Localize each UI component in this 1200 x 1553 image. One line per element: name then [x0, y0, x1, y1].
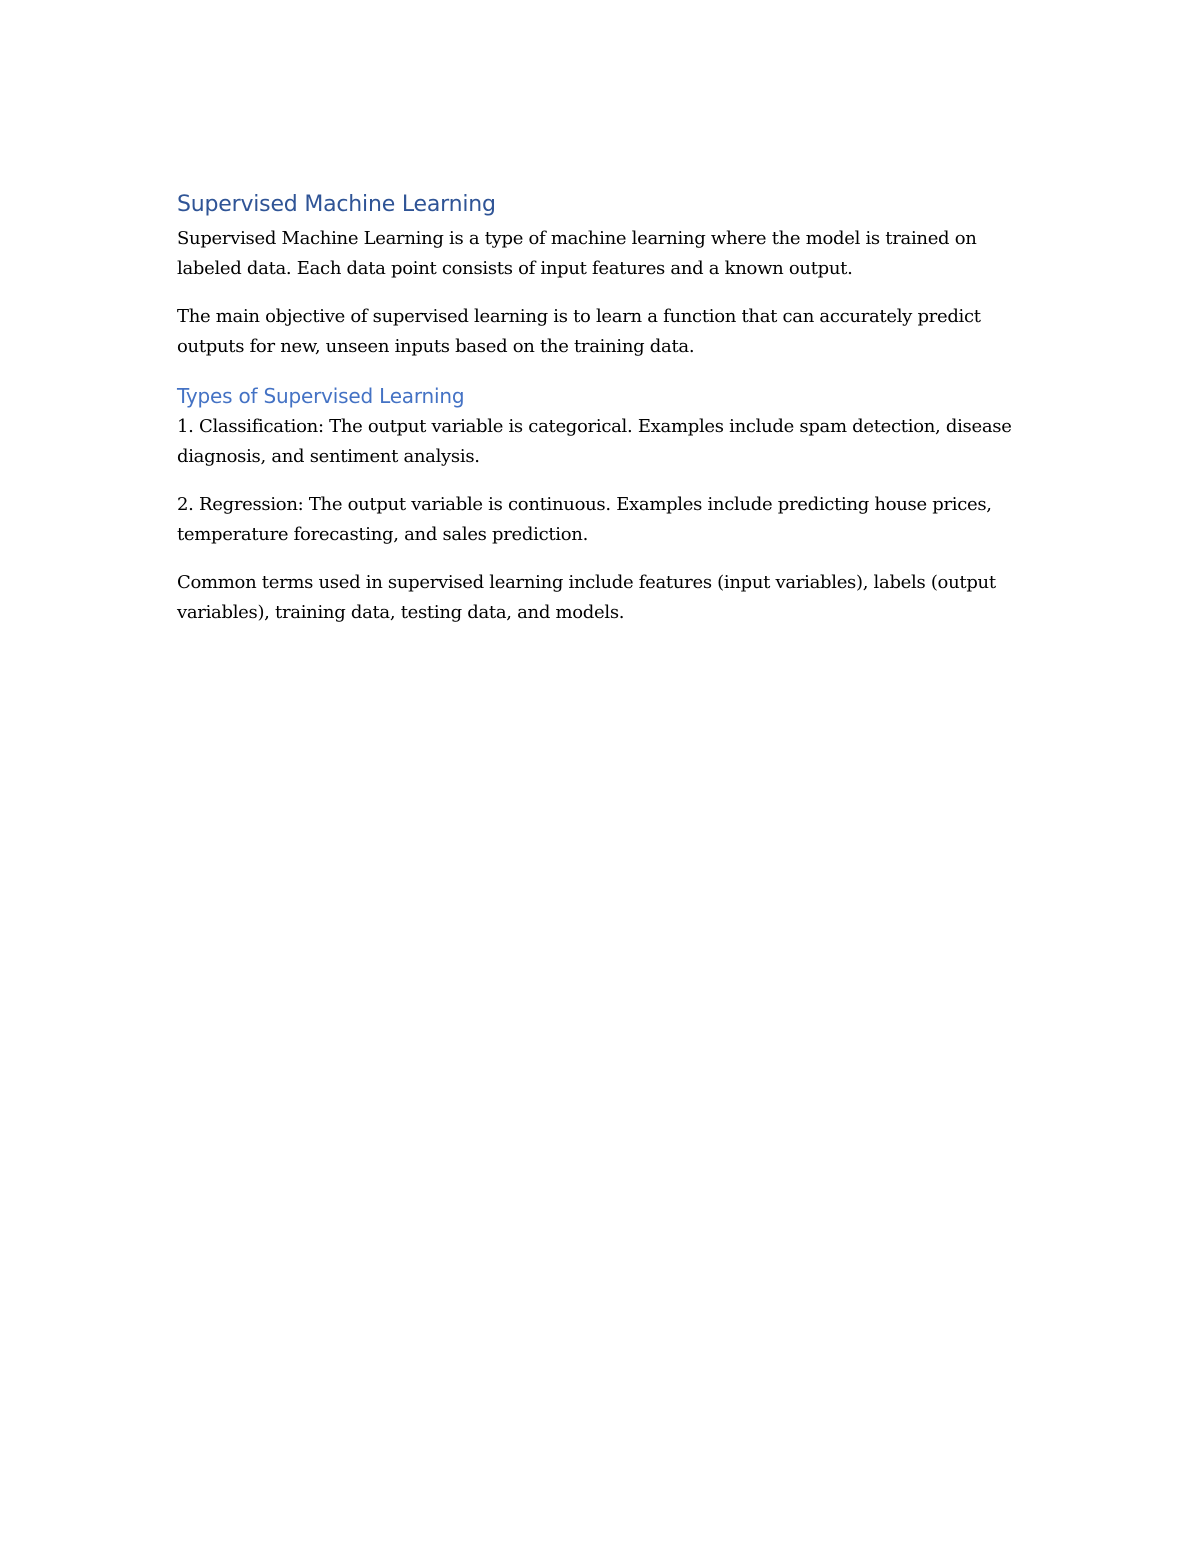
paragraph-regression: 2. Regression: The output variable is continuous. Examples include predicting house prices, temperature forecasting, and sales prediction. — [177, 494, 992, 545]
paragraph-classification: 1. Classification: The output variable is categorical. Examples include spam detection, disease diagnosis, and sentiment analysis. — [177, 416, 1012, 467]
paragraph-definition: Supervised Machine Learning is a type of machine learning where the model is trained on labeled data. Each data point consists of input features and a known output. — [177, 228, 977, 279]
heading-types-of-supervised-learning: Types of Supervised Learning — [177, 384, 465, 408]
heading-supervised-machine-learning: Supervised Machine Learning — [177, 192, 496, 217]
paragraph-common-terms: Common terms used in supervised learning include features (input variables), labels (output variables), training data, testing data, and models. — [177, 572, 996, 623]
document-body — [177, 190, 1027, 646]
paragraph-objective: The main objective of supervised learning is to learn a function that can accurately predict outputs for new, unseen inputs based on the training data. — [177, 306, 981, 357]
